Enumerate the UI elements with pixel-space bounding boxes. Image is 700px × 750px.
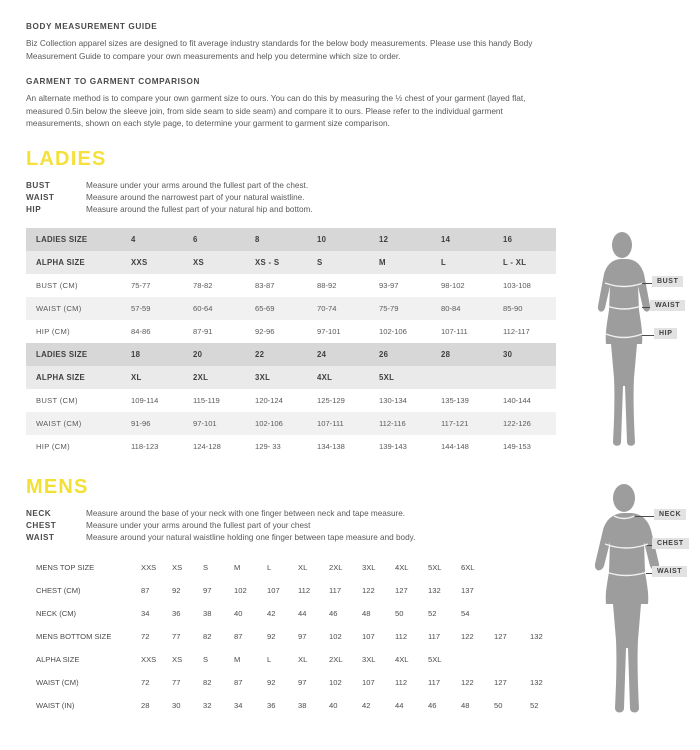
cell: 36 [267, 701, 276, 711]
ladies-section-title: LADIES [26, 148, 107, 171]
cell: 130-134 [369, 389, 431, 412]
table-row [26, 671, 556, 694]
cell: 125-129 [307, 389, 369, 412]
cell: 87 [141, 586, 150, 596]
ladies-measurement-key [26, 181, 556, 214]
th-size: 102 [329, 632, 342, 642]
th-size: 4XL [395, 563, 409, 573]
th-size: 10 [307, 228, 369, 251]
row-label: HIP (CM) [26, 320, 121, 343]
th-size: 92 [267, 632, 276, 642]
key-label: WAIST [26, 193, 55, 203]
td-alpha: 2XL [329, 655, 343, 665]
cell: 107-111 [431, 320, 493, 343]
td-alpha: 3XL [245, 366, 307, 389]
body-measurement-guide-text: Biz Collection apparel sizes are designed to fit average industry standards for the below body measurements. Please use this handy Body Measurement Guide to compare your own measurements and help you determine which size to order. [26, 38, 533, 61]
ladies-size-table-2 [26, 343, 556, 458]
cell: 137 [461, 586, 474, 596]
td-alpha [493, 366, 556, 389]
th-size: 87 [234, 632, 243, 642]
cell: 102 [234, 586, 247, 596]
td-alpha [451, 648, 484, 671]
cell: 77 [172, 678, 181, 688]
cell: 107 [362, 678, 375, 688]
cell: 97-101 [183, 412, 245, 435]
td-alpha: 5XL [428, 655, 442, 665]
key-label: BUST [26, 181, 51, 191]
cell: 109-114 [121, 389, 183, 412]
cell: 50 [395, 609, 404, 619]
th-size: XS [172, 563, 183, 573]
table-subheader-row [26, 648, 556, 671]
row-label: WAIST (CM) [26, 297, 121, 320]
cell: 122 [362, 586, 375, 596]
figure-label-hip: HIP [654, 328, 677, 339]
garment-comparison-heading: GARMENT TO GARMENT COMPARISON [26, 76, 201, 86]
ladies-body-silhouette [580, 228, 690, 458]
cell: 92 [267, 678, 276, 688]
th-size [484, 556, 520, 579]
figure-label-waist: WAIST [652, 566, 687, 577]
cell: 135-139 [431, 389, 493, 412]
td-alpha: XS [172, 655, 183, 665]
th-size: 82 [203, 632, 212, 642]
table-subheader-row [26, 251, 556, 274]
cell: 30 [172, 701, 181, 711]
cell: 149-153 [493, 435, 556, 458]
key-label: HIP [26, 205, 42, 215]
cell: 57-59 [121, 297, 183, 320]
td-alpha: L [267, 655, 272, 665]
cell: 132 [428, 586, 441, 596]
body-measurement-guide-heading: BODY MEASUREMENT GUIDE [26, 22, 158, 31]
th-size [520, 556, 556, 579]
cell: 97 [298, 678, 307, 688]
key-row [26, 181, 556, 190]
th-size: 4 [121, 228, 183, 251]
td-alpha [431, 366, 493, 389]
cell [520, 579, 556, 602]
cell: 120-124 [245, 389, 307, 412]
table-row [26, 694, 556, 717]
td-alpha: XXS [121, 251, 183, 274]
cell: 82 [203, 678, 212, 688]
key-label: NECK [26, 509, 52, 519]
th-size: 132 [530, 632, 543, 642]
key-row [26, 521, 556, 530]
th-size: 16 [493, 228, 556, 251]
key-text: Measure around the fullest part of your natural hip and bottom. [86, 205, 313, 215]
cell: 102 [329, 678, 342, 688]
mens-bottom-size-table [26, 625, 556, 717]
table-header-row [26, 625, 556, 648]
cell: 93-97 [369, 274, 431, 297]
cell: 87 [234, 678, 243, 688]
cell: 102-106 [369, 320, 431, 343]
th-alpha-size: ALPHA SIZE [26, 366, 121, 389]
th-size: XL [298, 563, 308, 573]
row-label: NECK (CM) [36, 609, 77, 619]
th-size: 2XL [329, 563, 343, 573]
th-size: 20 [183, 343, 245, 366]
cell: 97-101 [307, 320, 369, 343]
cell: 139-143 [369, 435, 431, 458]
table-row [26, 602, 556, 625]
cell: 107 [267, 586, 280, 596]
cell: 50 [494, 701, 503, 711]
row-label: WAIST (CM) [36, 678, 79, 688]
cell: 48 [461, 701, 470, 711]
td-alpha: XXS [141, 655, 157, 665]
th-size: 3XL [362, 563, 376, 573]
intro-section [26, 22, 556, 130]
th-size: 127 [494, 632, 507, 642]
mens-measurement-key [26, 509, 556, 542]
th-size: 117 [428, 632, 441, 642]
cell [520, 602, 556, 625]
key-label: WAIST [26, 533, 55, 543]
cell: 48 [362, 609, 371, 619]
th-size: 18 [121, 343, 183, 366]
table-row [26, 579, 556, 602]
td-alpha: 4XL [395, 655, 409, 665]
cell: 60-64 [183, 297, 245, 320]
th-size: 5XL [428, 563, 442, 573]
cell: 112-116 [369, 412, 431, 435]
cell: 84-86 [121, 320, 183, 343]
table-row [26, 320, 556, 343]
td-alpha: 2XL [183, 366, 245, 389]
row-label: CHEST (CM) [36, 586, 81, 596]
cell: 28 [141, 701, 150, 711]
td-alpha: L [431, 251, 493, 274]
th-size: 72 [141, 632, 150, 642]
row-label: WAIST (CM) [26, 412, 121, 435]
cell: 127 [494, 678, 507, 688]
cell: 40 [234, 609, 243, 619]
table-row [26, 412, 556, 435]
cell: 112 [395, 678, 408, 688]
cell: 65-69 [245, 297, 307, 320]
th-size: L [267, 563, 272, 573]
cell: 38 [298, 701, 307, 711]
cell: 115-119 [183, 389, 245, 412]
cell: 36 [172, 609, 181, 619]
figure-label-chest: CHEST [652, 538, 689, 549]
td-alpha: 3XL [362, 655, 376, 665]
td-alpha: XL [298, 655, 308, 665]
td-alpha: M [234, 655, 241, 665]
table-row [26, 389, 556, 412]
garment-comparison-text: An alternate method is to compare your own garment size to ours. You can do this by measuring the ½ chest of your garment (layed flat, measured 0.5in below the sleeve join, from side seam to side seam) and compare it to ours. Please refer to the individual garment measurements, shown on each style page, to determine your garment to garment size comparison. [26, 92, 526, 129]
th-size: 26 [369, 343, 431, 366]
th-size: 107 [362, 632, 375, 642]
cell: 42 [362, 701, 371, 711]
td-alpha: S [307, 251, 369, 274]
cell: 80-84 [431, 297, 493, 320]
th-size: 22 [245, 343, 307, 366]
th-size: S [203, 563, 209, 573]
cell: 132 [530, 678, 543, 688]
td-alpha: 4XL [307, 366, 369, 389]
th-alpha-size: ALPHA SIZE [26, 251, 121, 274]
cell [484, 579, 520, 602]
key-text: Measure under your arms around the fullest part of the chest. [86, 181, 309, 191]
key-label: CHEST [26, 521, 57, 531]
th-size: 77 [172, 632, 181, 642]
figure-label-neck: NECK [654, 509, 686, 520]
cell: 102-106 [245, 412, 307, 435]
table-row [26, 435, 556, 458]
th-size: 12 [369, 228, 431, 251]
td-alpha: XL [121, 366, 183, 389]
td-alpha: XS - S [245, 251, 307, 274]
cell: 124-128 [183, 435, 245, 458]
cell: 52 [530, 701, 539, 711]
cell [484, 602, 520, 625]
cell: 112 [298, 586, 311, 596]
cell: 46 [428, 701, 437, 711]
mens-section-title: MENS [26, 476, 89, 499]
td-alpha: L - XL [493, 251, 556, 274]
th-size: 6 [183, 228, 245, 251]
key-row [26, 205, 556, 214]
key-row [26, 509, 556, 518]
th-mens-top-size: MENS TOP SIZE [36, 563, 95, 573]
cell: 97 [203, 586, 212, 596]
td-alpha: 5XL [369, 366, 431, 389]
cell: 118-123 [121, 435, 183, 458]
cell: 117-121 [431, 412, 493, 435]
cell: 127 [395, 586, 408, 596]
row-label: WAIST (IN) [36, 701, 75, 711]
table-row [26, 297, 556, 320]
cell: 98-102 [431, 274, 493, 297]
td-alpha [520, 648, 556, 671]
row-label: HIP (CM) [26, 435, 121, 458]
key-text: Measure around your natural waistline holding one finger between tape measure and body. [86, 533, 416, 543]
td-alpha [484, 648, 520, 671]
cell: 83-87 [245, 274, 307, 297]
table-header-row [26, 343, 556, 366]
table-header-row [26, 228, 556, 251]
th-mens-bottom-size: MENS BOTTOM SIZE [36, 632, 112, 642]
cell: 117 [428, 678, 441, 688]
figure-label-waist: WAIST [650, 300, 685, 311]
table-row [26, 274, 556, 297]
cell: 75-77 [121, 274, 183, 297]
key-row [26, 533, 556, 542]
mens-figure-diagram [580, 480, 690, 730]
cell: 46 [329, 609, 338, 619]
cell: 88-92 [307, 274, 369, 297]
key-row [26, 193, 556, 202]
table-subheader-row [26, 366, 556, 389]
th-size: 97 [298, 632, 307, 642]
cell: 117 [329, 586, 342, 596]
cell: 91-96 [121, 412, 183, 435]
th-ladies-size: LADIES SIZE [26, 343, 121, 366]
th-size: XXS [141, 563, 157, 573]
cell: 32 [203, 701, 212, 711]
th-ladies-size: LADIES SIZE [26, 228, 121, 251]
cell: 107-111 [307, 412, 369, 435]
key-text: Measure under your arms around the fullest part of your chest [86, 521, 311, 531]
cell: 122 [461, 678, 474, 688]
key-text: Measure around the base of your neck with one finger between neck and tape measure. [86, 509, 406, 519]
cell: 103-108 [493, 274, 556, 297]
cell: 44 [298, 609, 307, 619]
cell: 34 [141, 609, 150, 619]
th-size: 28 [431, 343, 493, 366]
th-size: 112 [395, 632, 408, 642]
row-label: BUST (CM) [26, 389, 121, 412]
cell: 72 [141, 678, 150, 688]
ladies-figure-diagram [580, 228, 690, 458]
cell: 92-96 [245, 320, 307, 343]
th-size: 14 [431, 228, 493, 251]
cell: 129- 33 [245, 435, 307, 458]
mens-top-size-table [26, 556, 556, 625]
cell: 144-148 [431, 435, 493, 458]
th-size: 30 [493, 343, 556, 366]
cell: 134-138 [307, 435, 369, 458]
cell: 140-144 [493, 389, 556, 412]
cell: 78-82 [183, 274, 245, 297]
neck-tick [635, 516, 655, 517]
cell: 85-90 [493, 297, 556, 320]
cell: 122-126 [493, 412, 556, 435]
ladies-size-table-1 [26, 228, 556, 343]
cell: 38 [203, 609, 212, 619]
cell: 40 [329, 701, 338, 711]
td-alpha: XS [183, 251, 245, 274]
cell: 54 [461, 609, 470, 619]
th-size: 24 [307, 343, 369, 366]
th-size: 6XL [461, 563, 475, 573]
td-alpha: S [203, 655, 209, 665]
cell: 44 [395, 701, 404, 711]
cell: 34 [234, 701, 243, 711]
cell: 52 [428, 609, 437, 619]
cell: 75-79 [369, 297, 431, 320]
td-alpha: M [369, 251, 431, 274]
cell: 92 [172, 586, 181, 596]
cell: 70-74 [307, 297, 369, 320]
cell: 42 [267, 609, 276, 619]
cell: 112-117 [493, 320, 556, 343]
row-label: BUST (CM) [26, 274, 121, 297]
th-size: 8 [245, 228, 307, 251]
figure-label-bust: BUST [652, 276, 683, 287]
key-text: Measure around the narrowest part of your natural waistline. [86, 193, 305, 203]
th-size: 122 [461, 632, 474, 642]
th-alpha-size: ALPHA SIZE [36, 655, 80, 665]
th-size: M [234, 563, 241, 573]
table-header-row [26, 556, 556, 579]
cell: 87-91 [183, 320, 245, 343]
